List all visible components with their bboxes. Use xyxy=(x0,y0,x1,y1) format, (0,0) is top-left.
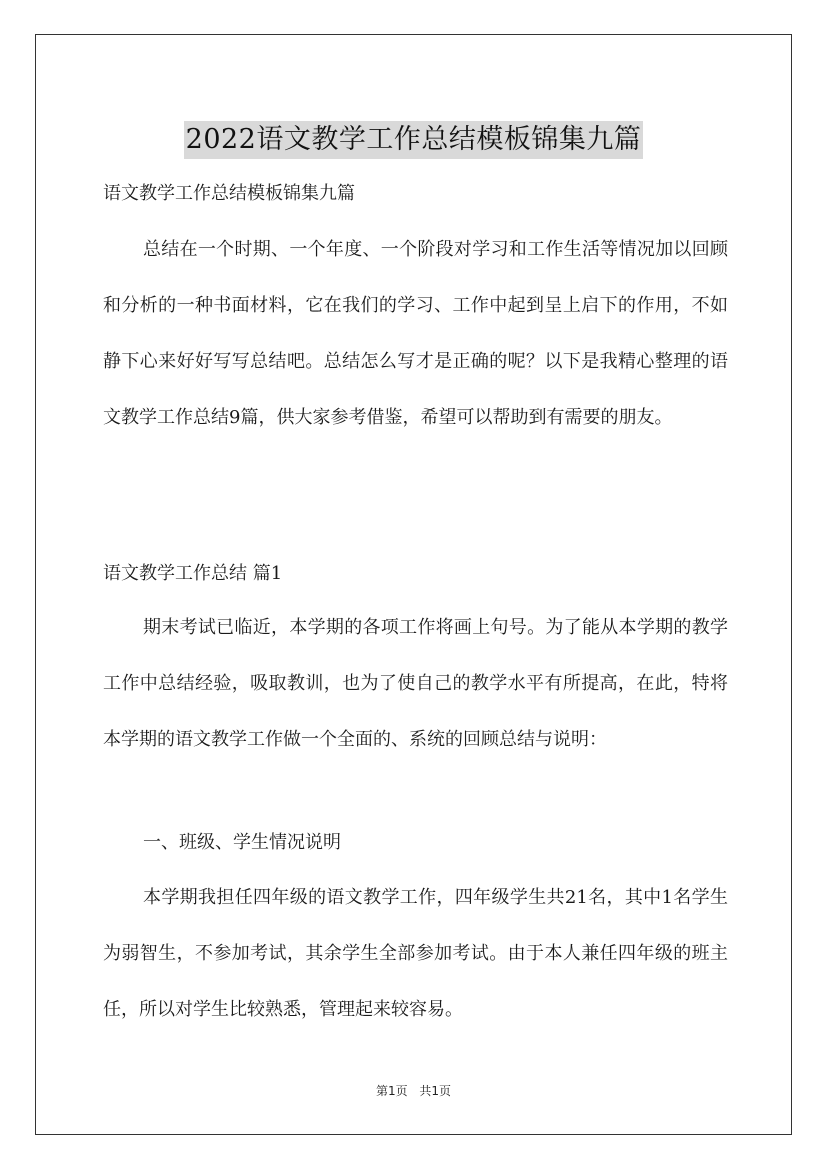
section-paragraph-2: 本学期我担任四年级的语文教学工作，四年级学生共21名，其中1名学生为弱智生，不参加考试，其余学生全部参加考试。由于本人兼任四年级的班主任，所以对学生比较熟悉，管理起来较容易。 xyxy=(103,887,728,1020)
page-footer xyxy=(0,1082,827,1099)
subheading-class-info: 一、班级、学生情况说明 xyxy=(143,832,341,853)
page-number-total: 共1页 xyxy=(419,1084,452,1098)
document-subtitle: 语文教学工作总结模板锦集九篇 xyxy=(103,183,355,204)
section-paragraph-1: 期末考试已临近，本学期的各项工作将画上句号。为了能从本学期的教学工作中总结经验，吸取教训，也为了使自己的教学水平有所提高，在此，特将本学期的语文教学工作做一个全面的、系统的回顾总结与说明： xyxy=(103,617,728,750)
document-title: 2022语文教学工作总结模板锦集九篇 xyxy=(184,121,644,159)
page-number-current: 第1页 xyxy=(375,1084,408,1098)
intro-paragraph: 总结在一个时期、一个年度、一个阶段对学习和工作生活等情况加以回顾和分析的一种书面材料，它在我们的学习、工作中起到呈上启下的作用，不如静下心来好好写写总结吧。总结怎么写才是正确的呢？以下是我精心整理的语文教学工作总结9篇，供大家参考借鉴，希望可以帮助到有需要的朋友。 xyxy=(103,239,728,428)
section-heading: 语文教学工作总结 篇1 xyxy=(103,563,283,584)
